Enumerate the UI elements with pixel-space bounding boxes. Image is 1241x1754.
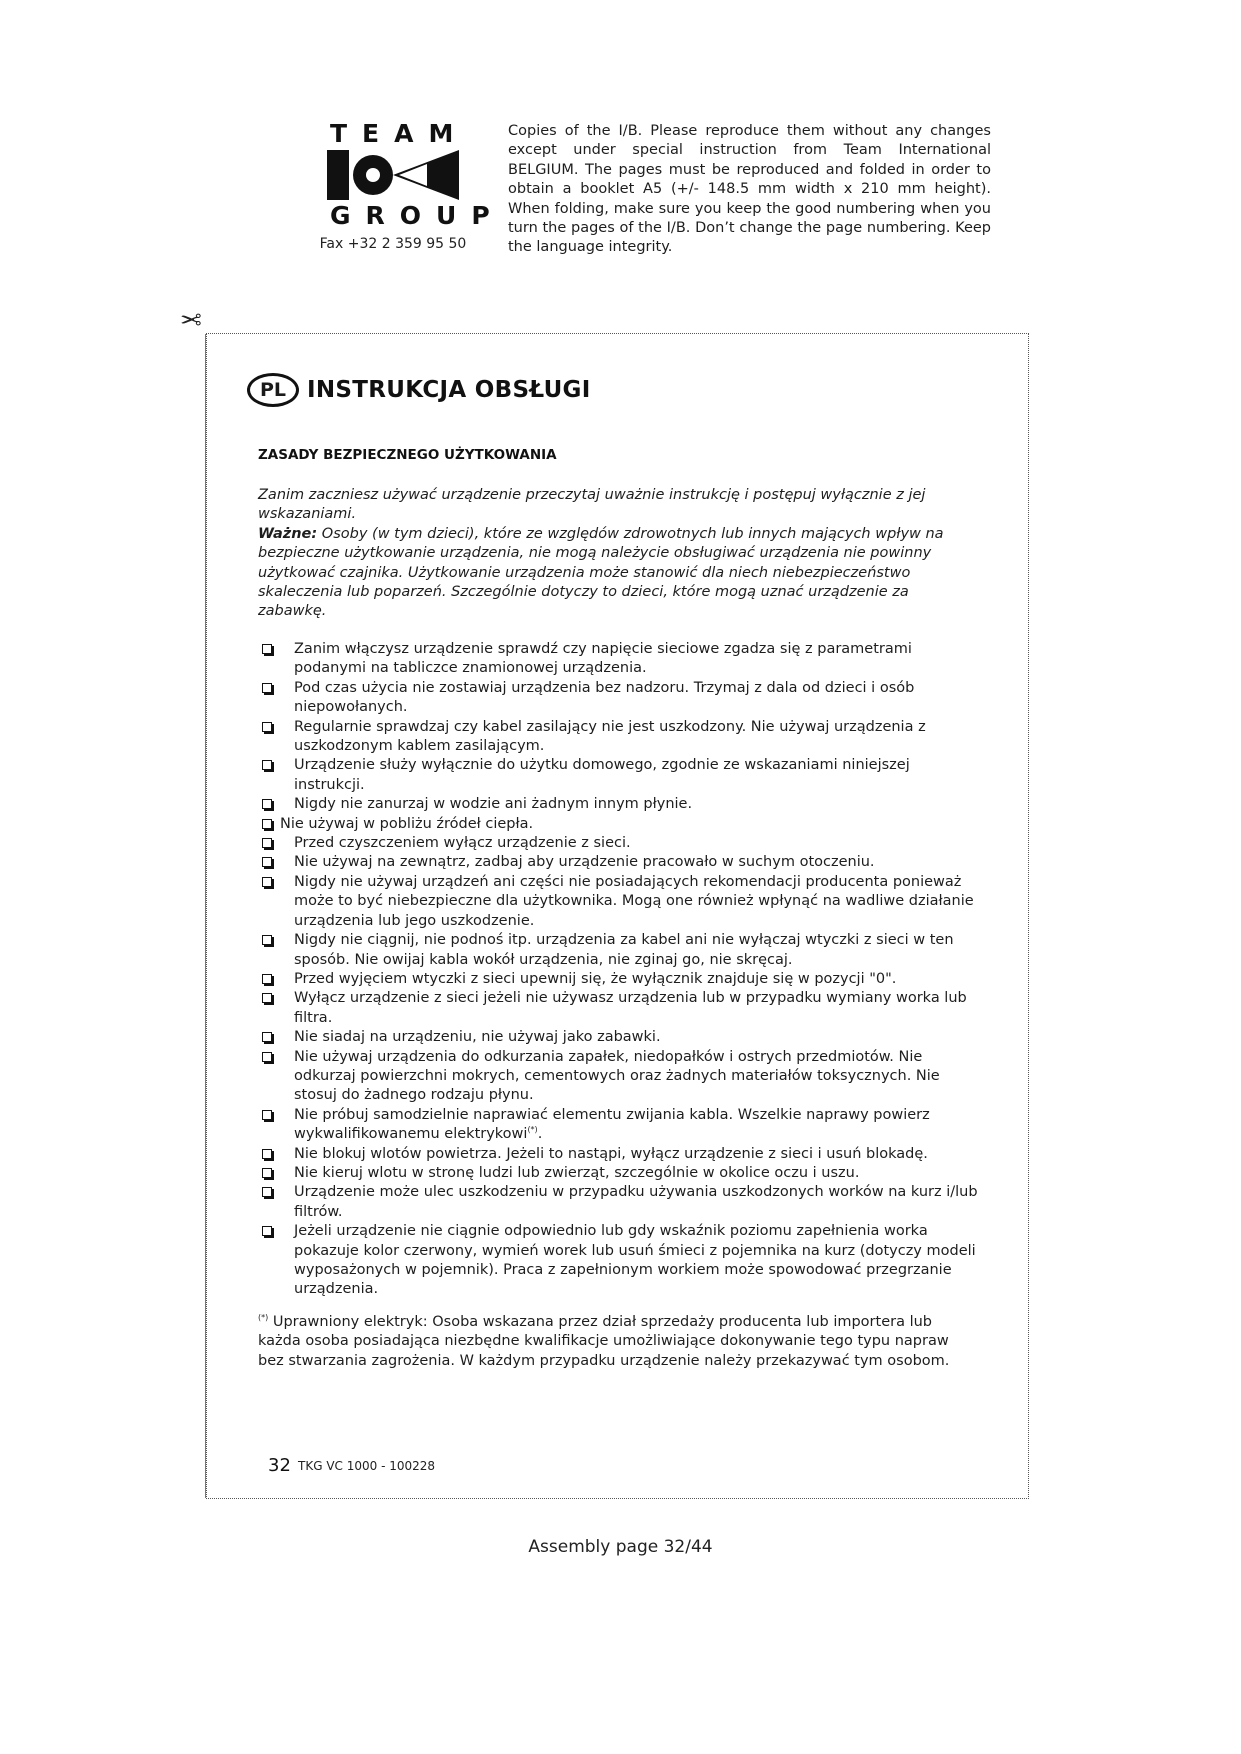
checkbox-bullet-icon	[262, 799, 272, 809]
intro-paragraph-2	[258, 525, 978, 622]
checkbox-bullet-icon	[262, 838, 272, 848]
footnote-marker: (*)	[258, 1313, 269, 1322]
important-text: Osoby (w tym dzieci), które ze względów zdrowotnych lub innych mających wpływ na bezpieczne użytkowanie urządzenia, nie mogą należycie obsługiwać urządzenia nie powinny użytkować czajnika. Użytkowanie urządzenia może stanowić dla niech niebezpieczeństwo skaleczenia lub poparzeń. Szczególnie dotyczy to dzieci, które mogą uznać urządzenie za zabawkę.	[258, 525, 944, 620]
list-item	[258, 931, 980, 970]
important-label: Ważne:	[258, 525, 318, 542]
document-title-row	[247, 368, 591, 412]
assembly-page-label: Assembly page 32/44	[528, 1537, 713, 1557]
checkbox-bullet-icon	[262, 760, 272, 770]
rule-text: Zanim włączysz urządzenie sprawdź czy napięcie sieciowe zgadza się z parametrami podanymi na tabliczce znamionowej urządzenia.	[294, 641, 912, 677]
document-title: INSTRUKCJA OBSŁUGI	[307, 377, 591, 403]
rule-text: Urządzenie służy wyłącznie do użytku domowego, zgodnie ze wskazaniami niniejszej instrukcji.	[294, 757, 910, 793]
checkbox-bullet-icon	[262, 974, 272, 984]
list-item	[258, 853, 980, 872]
checkbox-bullet-icon	[262, 644, 272, 654]
rule-text: Nie kieruj wlotu w stronę ludzi lub zwierząt, szczególnie w okolice oczu i uszu.	[294, 1164, 860, 1181]
list-item	[258, 640, 980, 679]
checkbox-bullet-icon	[262, 1187, 272, 1197]
list-item	[258, 1106, 980, 1145]
logo-word-group: GROUP	[330, 201, 505, 230]
checkbox-bullet-icon	[262, 722, 272, 732]
reproduction-note: Copies of the I/B. Please reproduce them without any changes except under special instruction from Team International BELGIUM. The pages must be reproduced and folded in order to obtain a booklet A5 (+/- 148.5 mm width x 210 mm height). When folding, make sure you keep the good numbering when you turn the pages of the I/B. Don’t change the page numbering. Keep the language integrity.	[508, 123, 991, 256]
rule-text: Nie używaj na zewnątrz, zadbaj aby urządzenie pracowało w suchym otoczeniu.	[294, 854, 875, 871]
rule-text: Nigdy nie ciągnij, nie podnoś itp. urządzenia za kabel ani nie wyłączaj wtyczki z sieci w ten sposób. Nie owijaj kabla wokół urządzenia, nie zginaj go, nie skręcaj.	[294, 932, 954, 968]
checkbox-bullet-icon	[262, 683, 272, 693]
list-item	[258, 873, 980, 931]
checkbox-bullet-icon	[262, 877, 272, 887]
list-item	[258, 1145, 980, 1164]
logo-mark-icon	[327, 150, 459, 200]
checkbox-bullet-icon	[262, 857, 272, 867]
rule-text: Urządzenie może ulec uszkodzeniu w przypadku używania uszkodzonych worków na kurz i/lub filtrów.	[294, 1184, 978, 1220]
team-group-logo	[318, 119, 505, 252]
rule-text: Nie siadaj na urządzeniu, nie używaj jako zabawki.	[294, 1029, 661, 1046]
safety-rules-list	[258, 640, 980, 1300]
fax-number: Fax +32 2 359 95 50	[319, 236, 467, 252]
checkbox-bullet-icon	[262, 819, 272, 829]
list-item	[258, 1183, 980, 1222]
rule-text: Nie używaj urządzenia do odkurzania zapałek, niedopałków i ostrych przedmiotów. Nie odkurzaj powierzchni mokrych, cementowych oraz żadnych materiałów toksycznych. Nie stosuj do żadnego rodzaju płynu.	[294, 1048, 940, 1104]
intro-text	[258, 486, 978, 622]
footnote-text: Uprawniony elektryk: Osoba wskazana przez dział sprzedaży producenta lub importera lub każda osoba posiadająca niezbędne kwalifikacje umożliwiające dokonywanie tego typu napraw bez stwarzania zagrożenia. W każdym przypadku urządzenie należy przekazywać tym osobom.	[258, 1314, 950, 1369]
checkbox-bullet-icon	[262, 1052, 272, 1062]
rule-end: .	[537, 1126, 543, 1143]
cut-frame-edge	[205, 334, 206, 1498]
model-code: TKG VC 1000 - 100228	[298, 1459, 436, 1473]
list-item	[258, 1222, 980, 1300]
checkbox-bullet-icon	[262, 1149, 272, 1159]
list-item	[258, 718, 980, 757]
checkbox-bullet-icon	[262, 993, 272, 1003]
rule-text: Nie blokuj wlotów powietrza. Jeżeli to nastąpi, wyłącz urządzenie z sieci i usuń blokadę.	[294, 1145, 928, 1162]
rule-text: Nie próbuj samodzielnie naprawiać elementu zwijania kabla. Wszelkie naprawy powierz wykwalifikowanemu elektrykowi	[294, 1106, 930, 1143]
list-item	[258, 1164, 980, 1183]
list-item	[258, 834, 980, 853]
list-item	[258, 1028, 980, 1047]
rule-text: Jeżeli urządzenie nie ciągnie odpowiednio lub gdy wskaźnik poziomu zapełnienia worka pokazuje kolor czerwony, wymień worek lub usuń śmieci z pojemnika na kurz (dotyczy modeli wyposażonych w pojemnik). Praca z zapełnionym workiem może spowodować przegrzanie urządzenia.	[294, 1223, 976, 1298]
rule-text: Nigdy nie zanurzaj w wodzie ani żadnym innym płynie.	[294, 796, 693, 813]
footnote	[258, 1313, 978, 1371]
list-item	[258, 795, 980, 814]
list-item	[258, 815, 980, 834]
section-heading: ZASADY BEZPIECZNEGO UŻYTKOWANIA	[258, 447, 557, 463]
rule-text: Nie używaj w pobliżu źródeł ciepła.	[280, 815, 534, 832]
list-item	[258, 756, 980, 795]
list-item	[258, 989, 980, 1028]
scissors-icon: ✂	[180, 306, 202, 336]
checkbox-bullet-icon	[262, 1110, 272, 1120]
page-number: 32	[268, 1455, 291, 1476]
intro-paragraph-1: Zanim zaczniesz używać urządzenie przeczytaj uważnie instrukcję i postępuj wyłącznie z jej wskazaniami.	[258, 487, 926, 523]
checkbox-bullet-icon	[262, 1168, 272, 1178]
list-item	[258, 679, 980, 718]
checkbox-bullet-icon	[262, 935, 272, 945]
rule-text: Wyłącz urządzenie z sieci jeżeli nie używasz urządzenia lub w przypadku wymiany worka lub filtra.	[294, 990, 967, 1026]
list-item	[258, 970, 980, 989]
rule-text: Nigdy nie używaj urządzeń ani części nie posiadających rekomendacji producenta ponieważ może to być niebezpieczne dla użytkownika. Mogą one również wpłynąć na wadliwe działanie urządzenia lub jego uszkodzenie.	[294, 873, 974, 929]
rule-text: Regularnie sprawdzaj czy kabel zasilający nie jest uszkodzony. Nie używaj urządzenia z uszkodzonym kablem zasilającym.	[294, 718, 926, 755]
logo-word-team: TEAM	[330, 119, 469, 148]
list-item	[258, 1048, 980, 1106]
language-badge: PL	[247, 373, 299, 407]
footnote-marker: (*)	[527, 1125, 538, 1135]
checkbox-bullet-icon	[262, 1226, 272, 1236]
rule-text: Przed czyszczeniem wyłącz urządzenie z sieci.	[294, 835, 631, 852]
rule-text: Pod czas użycia nie zostawiaj urządzenia bez nadzoru. Trzymaj z dala od dzieci i osób niepowołanych.	[294, 679, 915, 716]
rule-text: Przed wyjęciem wtyczki z sieci upewnij się, że wyłącznik znajduje się w pozycji "0".	[294, 970, 897, 987]
checkbox-bullet-icon	[262, 1032, 272, 1042]
